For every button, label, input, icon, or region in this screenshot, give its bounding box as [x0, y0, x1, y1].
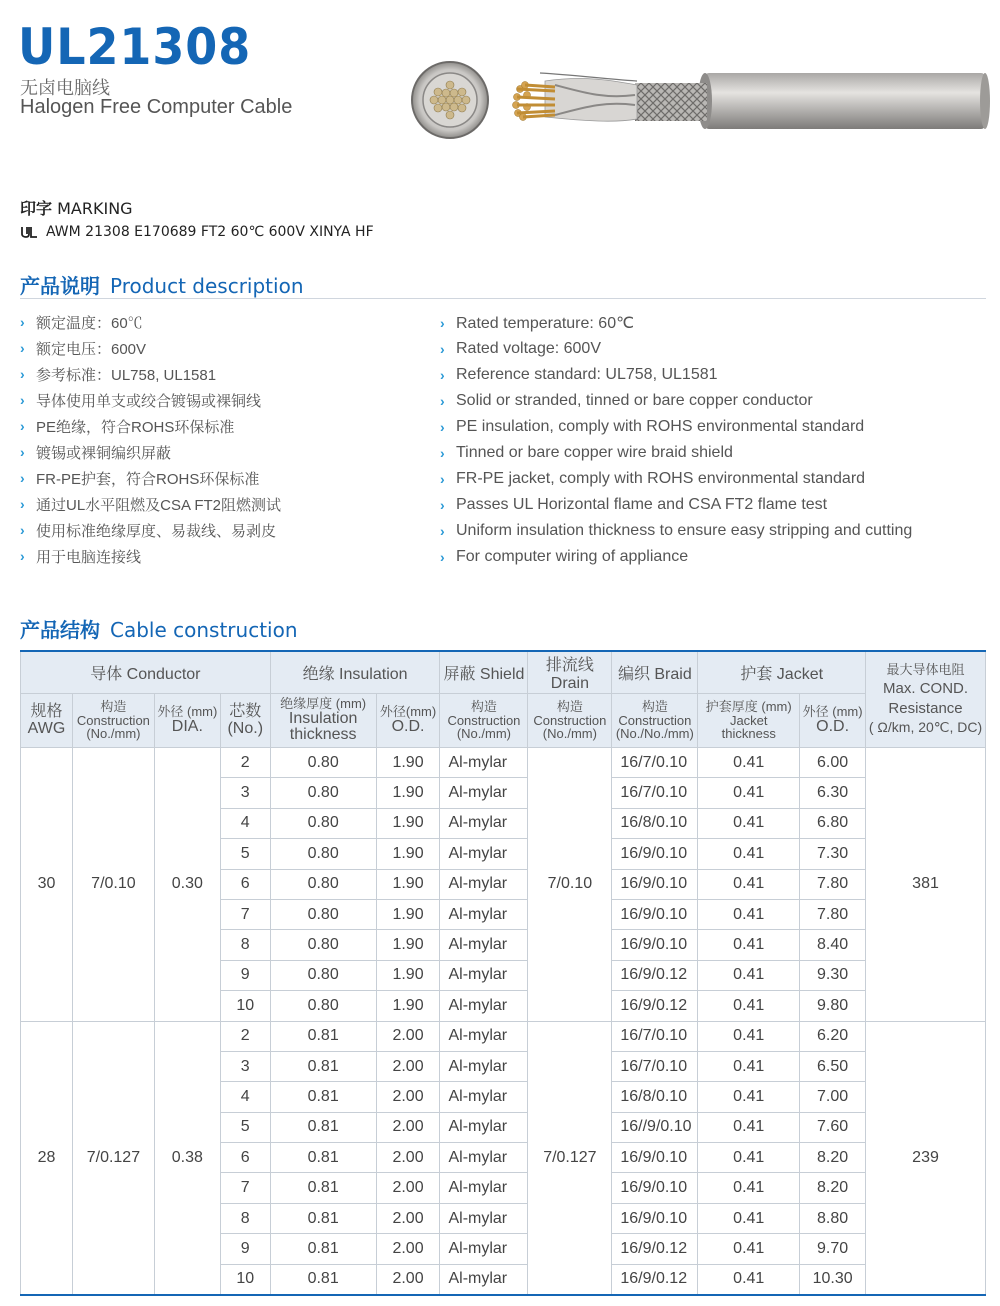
resistance-en1: Max. COND.: [883, 680, 969, 698]
cell-shield: Al-mylar: [440, 1021, 528, 1051]
description-item: [20, 517, 281, 543]
header-shield: 屏蔽 Shield: [440, 651, 528, 694]
cell-jacket-od: 8.20: [800, 1143, 866, 1173]
cell-insulation-thickness: 0.80: [270, 991, 376, 1021]
model-number: UL21308: [18, 18, 252, 76]
cell-conductor-dia: 0.30: [154, 748, 220, 1022]
sub-ins-th: [270, 694, 376, 748]
cell-drain: 7/0.127: [528, 1021, 612, 1295]
cell-insulation-thickness: 0.80: [270, 778, 376, 808]
description-item: [440, 544, 912, 570]
cell-cores: 6: [220, 1143, 270, 1173]
sub-cond: [72, 694, 154, 748]
cell-cores: 6: [220, 869, 270, 899]
cell-cores: 7: [220, 899, 270, 929]
product-title-cn: 无卤电脑线: [20, 78, 110, 99]
sub-dia: [154, 694, 220, 748]
cell-cores: 2: [220, 1021, 270, 1051]
cell-shield: Al-mylar: [440, 899, 528, 929]
cell-awg: 28: [21, 1021, 73, 1295]
jk-th-en1: Jacket: [729, 712, 768, 728]
cell-braid: 16/9/0.10: [612, 899, 698, 929]
cell-insulation-thickness: 0.81: [270, 1112, 376, 1142]
description-item: [20, 439, 281, 465]
description-item-text: 额定电压：600V: [36, 340, 147, 358]
description-item: [20, 387, 281, 413]
chevron-right-icon: ›: [20, 418, 25, 434]
description-item-text: Tinned or bare copper wire braid shield: [456, 444, 733, 461]
cell-insulation-od: 1.90: [376, 960, 440, 990]
cell-shield: Al-mylar: [440, 930, 528, 960]
description-item: [440, 440, 912, 466]
cell-jacket-thickness: 0.41: [698, 1203, 800, 1233]
cell-braid: 16/9/0.10: [612, 930, 698, 960]
description-item-text: Passes UL Horizontal flame and CSA FT2 flame test: [456, 496, 828, 513]
cores-en: (No.): [227, 719, 264, 737]
cell-jacket-thickness: 0.41: [698, 778, 800, 808]
cell-cores: 8: [220, 1203, 270, 1233]
chevron-right-icon: ›: [20, 340, 25, 356]
cell-jacket-thickness: 0.41: [698, 869, 800, 899]
awg-en: AWG: [27, 719, 66, 737]
chevron-right-icon: ›: [440, 471, 445, 487]
cell-jacket-od: 6.50: [800, 1051, 866, 1081]
description-item: [440, 492, 912, 518]
cell-resistance: 239: [866, 1021, 986, 1295]
cell-braid: 16/9/0.10: [612, 1173, 698, 1203]
description-item: [440, 310, 912, 336]
cell-insulation-thickness: 0.81: [270, 1021, 376, 1051]
description-item: [440, 414, 912, 440]
description-item: [20, 543, 281, 569]
jk-th-unit: (mm): [761, 699, 792, 715]
ins-th-unit: (mm): [335, 695, 367, 711]
cell-insulation-thickness: 0.80: [270, 839, 376, 869]
description-item-text: 导体使用单支或绞合镀锡或裸铜线: [36, 392, 262, 410]
cable-illustration: [405, 55, 995, 145]
cell-jacket-thickness: 0.41: [698, 1021, 800, 1051]
dia-cn: 外径: [157, 704, 184, 720]
dia-unit: (mm): [187, 704, 218, 720]
drain-cn: 构造: [556, 699, 583, 715]
shield-cn: 构造: [470, 699, 497, 715]
description-item-text: 通过UL水平阻燃及CSA FT2阻燃测试: [36, 496, 282, 514]
description-item: [20, 491, 281, 517]
chevron-right-icon: ›: [440, 523, 445, 539]
description-item-text: Rated temperature: 60℃: [456, 315, 635, 332]
cell-insulation-od: 2.00: [376, 1264, 440, 1294]
cell-jacket-thickness: 0.41: [698, 960, 800, 990]
cell-jacket-thickness: 0.41: [698, 1112, 800, 1142]
description-item-text: 参考标准：UL758, UL1581: [36, 366, 217, 384]
sub-jk-od: [800, 694, 866, 748]
header-conductor: 导体 Conductor: [21, 651, 271, 694]
header-braid: 编织 Braid: [612, 651, 698, 694]
cell-jacket-od: 8.80: [800, 1203, 866, 1233]
cell-insulation-od: 2.00: [376, 1203, 440, 1233]
chevron-right-icon: ›: [20, 444, 25, 460]
header-resistance: [866, 651, 986, 748]
cell-jacket-od: 9.80: [800, 991, 866, 1021]
cell-resistance: 381: [866, 748, 986, 1022]
cell-braid: 16//9/0.10: [612, 1112, 698, 1142]
cell-insulation-thickness: 0.80: [270, 869, 376, 899]
cell-insulation-od: 1.90: [376, 899, 440, 929]
description-list-cn: [20, 309, 281, 569]
cell-jacket-od: 7.00: [800, 1082, 866, 1112]
cell-jacket-od: 6.30: [800, 778, 866, 808]
description-item: [440, 362, 912, 388]
marking-title-cn: 印字: [20, 199, 53, 218]
cell-shield: Al-mylar: [440, 808, 528, 838]
description-item-text: For computer wiring of appliance: [456, 548, 689, 565]
construction-title: [20, 614, 298, 643]
cell-braid: 16/9/0.10: [612, 1143, 698, 1173]
description-item-text: 镀锡或裸铜编织屏蔽: [36, 444, 172, 462]
cell-braid: 16/9/0.10: [612, 1203, 698, 1233]
construction-table: [20, 650, 986, 1296]
cell-insulation-thickness: 0.81: [270, 1173, 376, 1203]
cond-en2: (No./mm): [86, 726, 141, 742]
cell-cores: 10: [220, 991, 270, 1021]
construction-title-cn: 产品结构: [20, 618, 100, 642]
cell-braid: 16/9/0.12: [612, 960, 698, 990]
description-item-text: Rated voltage: 600V: [456, 340, 601, 357]
braid-cn: 构造: [641, 699, 668, 715]
cell-braid: 16/7/0.10: [612, 778, 698, 808]
cond-en1: Construction: [76, 712, 150, 728]
cell-cores: 9: [220, 960, 270, 990]
cell-insulation-thickness: 0.80: [270, 960, 376, 990]
chevron-right-icon: ›: [20, 548, 25, 564]
cell-braid: 16/8/0.10: [612, 1082, 698, 1112]
cell-jacket-thickness: 0.41: [698, 1234, 800, 1264]
chevron-right-icon: ›: [440, 549, 445, 565]
table-row: [21, 748, 986, 778]
cell-insulation-thickness: 0.80: [270, 930, 376, 960]
cores-cn: 芯数: [229, 702, 262, 720]
description-title-cn: 产品说明: [20, 274, 100, 298]
cell-braid: 16/8/0.10: [612, 808, 698, 838]
od-en: O.D.: [391, 717, 425, 735]
chevron-right-icon: ›: [20, 366, 25, 382]
cell-insulation-thickness: 0.81: [270, 1203, 376, 1233]
cell-cores: 7: [220, 1173, 270, 1203]
cell-shield: Al-mylar: [440, 748, 528, 778]
cell-cores: 4: [220, 1082, 270, 1112]
cell-jacket-od: 6.80: [800, 808, 866, 838]
marking-title-en: MARKING: [57, 199, 133, 218]
description-item-text: 用于电脑连接线: [36, 548, 142, 566]
cell-insulation-od: 1.90: [376, 930, 440, 960]
description-item-text: Uniform insulation thickness to ensure easy stripping and cutting: [456, 522, 913, 539]
cell-shield: Al-mylar: [440, 1264, 528, 1294]
chevron-right-icon: ›: [440, 341, 445, 357]
cell-cores: 3: [220, 1051, 270, 1081]
chevron-right-icon: ›: [20, 314, 25, 330]
cell-braid: 16/7/0.10: [612, 1051, 698, 1081]
cell-insulation-thickness: 0.80: [270, 748, 376, 778]
cell-insulation-od: 2.00: [376, 1021, 440, 1051]
cell-jacket-thickness: 0.41: [698, 991, 800, 1021]
cell-insulation-thickness: 0.81: [270, 1051, 376, 1081]
header-drain: 排流线 Drain: [528, 651, 612, 694]
cell-jacket-od: 7.80: [800, 869, 866, 899]
ins-th-en1: Insulation: [288, 709, 358, 727]
cell-jacket-od: 6.20: [800, 1021, 866, 1051]
description-item: [20, 413, 281, 439]
resistance-cn: 最大导体电阻: [886, 662, 965, 678]
cell-shield: Al-mylar: [440, 1051, 528, 1081]
ul-recognized-icon: [20, 226, 38, 238]
description-item-text: 额定温度：60℃: [36, 314, 143, 332]
cell-conductor-construction: 7/0.10: [72, 748, 154, 1022]
jk-th-cn: 护套厚度: [705, 699, 758, 715]
description-item: [20, 335, 281, 361]
sub-jk-th: [698, 694, 800, 748]
cell-cores: 3: [220, 778, 270, 808]
cell-jacket-od: 9.30: [800, 960, 866, 990]
cond-cn: 构造: [100, 699, 127, 715]
cell-shield: Al-mylar: [440, 1173, 528, 1203]
jk-od-en: O.D.: [816, 717, 850, 735]
cell-insulation-thickness: 0.81: [270, 1143, 376, 1173]
cell-insulation-od: 1.90: [376, 748, 440, 778]
description-item-text: FR-PE护套，符合ROHS环保标准: [36, 470, 260, 488]
cell-insulation-od: 1.90: [376, 839, 440, 869]
cell-jacket-thickness: 0.41: [698, 808, 800, 838]
jk-od-cn: 外径: [802, 704, 829, 720]
resistance-en2: Resistance: [888, 699, 963, 717]
chevron-right-icon: ›: [440, 315, 445, 331]
cell-conductor-construction: 7/0.127: [72, 1021, 154, 1295]
cell-insulation-od: 1.90: [376, 778, 440, 808]
product-title-en: Halogen Free Computer Cable: [20, 96, 293, 118]
description-item: [440, 336, 912, 362]
cell-jacket-thickness: 0.41: [698, 839, 800, 869]
cell-jacket-od: 7.80: [800, 899, 866, 929]
description-item-text: 使用标准绝缘厚度、易裁线、易剥皮: [36, 522, 277, 540]
cell-braid: 16/9/0.12: [612, 991, 698, 1021]
cell-cores: 8: [220, 930, 270, 960]
chevron-right-icon: ›: [20, 522, 25, 538]
chevron-right-icon: ›: [440, 419, 445, 435]
cell-jacket-od: 10.30: [800, 1264, 866, 1294]
braid-en1: Construction: [618, 712, 692, 728]
chevron-right-icon: ›: [20, 496, 25, 512]
sub-drain: [528, 694, 612, 748]
cell-shield: Al-mylar: [440, 839, 528, 869]
sub-awg: [21, 694, 73, 748]
sub-od: [376, 694, 440, 748]
cell-braid: 16/7/0.10: [612, 1021, 698, 1051]
cell-braid: 16/9/0.10: [612, 839, 698, 869]
sub-shield: [440, 694, 528, 748]
header-jacket: 护套 Jacket: [698, 651, 866, 694]
description-item: [440, 388, 912, 414]
cell-shield: Al-mylar: [440, 1143, 528, 1173]
cell-insulation-od: 2.00: [376, 1234, 440, 1264]
sub-cores: [220, 694, 270, 748]
cell-jacket-od: 7.60: [800, 1112, 866, 1142]
cell-insulation-od: 2.00: [376, 1082, 440, 1112]
cell-jacket-od: 7.30: [800, 839, 866, 869]
cell-insulation-thickness: 0.81: [270, 1082, 376, 1112]
cell-shield: Al-mylar: [440, 869, 528, 899]
cell-jacket-thickness: 0.41: [698, 748, 800, 778]
cell-conductor-dia: 0.38: [154, 1021, 220, 1295]
cell-jacket-thickness: 0.41: [698, 1143, 800, 1173]
dia-en: DIA.: [171, 717, 203, 735]
description-item: [440, 518, 912, 544]
cell-cores: 5: [220, 839, 270, 869]
jk-od-unit: (mm): [832, 704, 863, 720]
marking-title: [20, 196, 133, 219]
chevron-right-icon: ›: [20, 470, 25, 486]
chevron-right-icon: ›: [440, 445, 445, 461]
cell-insulation-od: 2.00: [376, 1173, 440, 1203]
cell-insulation-thickness: 0.80: [270, 899, 376, 929]
description-item: [20, 465, 281, 491]
od-unit: (mm): [405, 704, 437, 720]
cell-braid: 16/9/0.12: [612, 1234, 698, 1264]
cell-insulation-od: 1.90: [376, 808, 440, 838]
cell-insulation-od: 2.00: [376, 1143, 440, 1173]
description-item-text: FR-PE jacket, comply with ROHS environmental standard: [456, 470, 866, 487]
cell-shield: Al-mylar: [440, 1082, 528, 1112]
cell-cores: 4: [220, 808, 270, 838]
description-item-text: Reference standard: UL758, UL1581: [456, 366, 718, 383]
sub-braid: [612, 694, 698, 748]
cell-jacket-thickness: 0.41: [698, 930, 800, 960]
cell-insulation-thickness: 0.81: [270, 1264, 376, 1294]
jk-th-en2: thickness: [721, 726, 776, 742]
od-cn: 外径: [379, 704, 406, 720]
chevron-right-icon: ›: [20, 392, 25, 408]
cell-awg: 30: [21, 748, 73, 1022]
description-item-text: PE insulation, comply with ROHS environmental standard: [456, 418, 865, 435]
cell-cores: 5: [220, 1112, 270, 1142]
cell-shield: Al-mylar: [440, 991, 528, 1021]
cell-insulation-od: 1.90: [376, 869, 440, 899]
cell-shield: Al-mylar: [440, 960, 528, 990]
description-item: [20, 361, 281, 387]
description-title: [20, 270, 304, 299]
cell-shield: Al-mylar: [440, 1203, 528, 1233]
section-divider: [20, 298, 986, 299]
construction-table-body: [21, 748, 986, 1295]
cell-insulation-thickness: 0.81: [270, 1234, 376, 1264]
header-insulation: 绝缘 Insulation: [270, 651, 440, 694]
construction-title-en: Cable construction: [110, 618, 298, 642]
cell-insulation-od: 1.90: [376, 991, 440, 1021]
ins-th-cn: 绝缘厚度: [280, 695, 333, 711]
cell-jacket-od: 6.00: [800, 748, 866, 778]
description-list-en: [440, 310, 912, 570]
cell-braid: 16/9/0.12: [612, 1264, 698, 1294]
cell-jacket-od: 8.20: [800, 1173, 866, 1203]
cell-jacket-thickness: 0.41: [698, 1173, 800, 1203]
cell-insulation-od: 2.00: [376, 1112, 440, 1142]
cell-cores: 10: [220, 1264, 270, 1294]
cell-jacket-od: 9.70: [800, 1234, 866, 1264]
braid-en2: (No./No./mm): [615, 726, 694, 742]
cell-braid: 16/7/0.10: [612, 748, 698, 778]
cell-jacket-thickness: 0.41: [698, 899, 800, 929]
cell-shield: Al-mylar: [440, 1112, 528, 1142]
cell-braid: 16/9/0.10: [612, 869, 698, 899]
chevron-right-icon: ›: [440, 393, 445, 409]
cell-cores: 9: [220, 1234, 270, 1264]
cell-shield: Al-mylar: [440, 1234, 528, 1264]
drain-en2: (No./mm): [542, 726, 597, 742]
marking-text: AWM 21308 E170689 FT2 60℃ 600V XINYA HF: [46, 224, 374, 240]
cell-insulation-thickness: 0.80: [270, 808, 376, 838]
cell-jacket-thickness: 0.41: [698, 1082, 800, 1112]
chevron-right-icon: ›: [440, 497, 445, 513]
shield-en1: Construction: [447, 712, 521, 728]
cell-shield: Al-mylar: [440, 778, 528, 808]
cell-insulation-od: 2.00: [376, 1051, 440, 1081]
drain-en1: Construction: [533, 712, 607, 728]
awg-cn: 规格: [30, 702, 63, 720]
shield-en2: (No./mm): [456, 726, 512, 742]
ins-th-en2: thickness: [289, 726, 357, 744]
description-item: [440, 466, 912, 492]
table-row: [21, 1021, 986, 1051]
marking-line: [20, 224, 374, 240]
description-item: [20, 309, 281, 335]
resistance-unit: ( Ω/km, 20℃, DC): [868, 719, 983, 736]
cell-drain: 7/0.10: [528, 748, 612, 1022]
cell-jacket-thickness: 0.41: [698, 1264, 800, 1294]
cell-cores: 2: [220, 748, 270, 778]
chevron-right-icon: ›: [440, 367, 445, 383]
cell-jacket-od: 8.40: [800, 930, 866, 960]
description-title-en: Product description: [110, 274, 304, 298]
cell-jacket-thickness: 0.41: [698, 1051, 800, 1081]
description-item-text: PE绝缘，符合ROHS环保标准: [36, 418, 235, 436]
description-item-text: Solid or stranded, tinned or bare copper conductor: [456, 392, 813, 409]
